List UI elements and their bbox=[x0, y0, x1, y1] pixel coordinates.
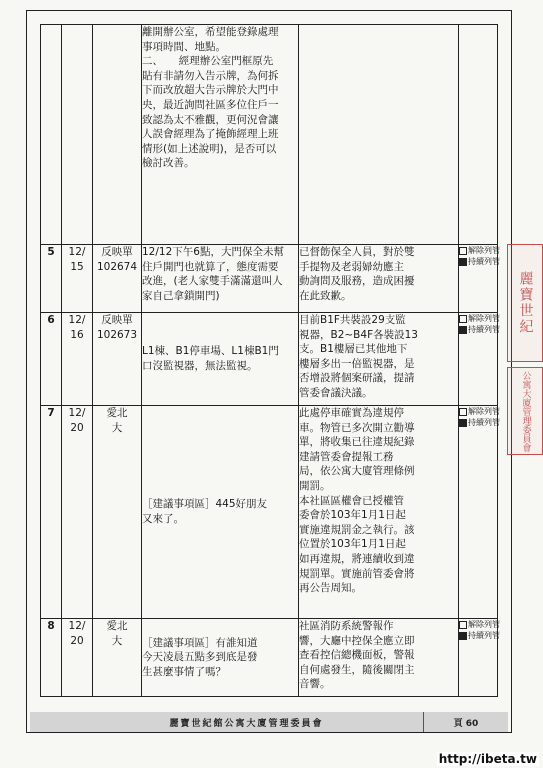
row-reply: 已督飭保全人員，對於雙 手提物及老弱婦幼應主 動詢問及服務，造成困擾 在此致歉。 bbox=[299, 245, 459, 313]
table-row bbox=[41, 406, 498, 619]
watermark-url: http://ibeta.tw bbox=[438, 752, 537, 766]
row-source: 愛北 大 bbox=[93, 406, 142, 619]
checkbox-empty-icon[interactable] bbox=[459, 408, 467, 416]
checkbox-filled-icon[interactable] bbox=[459, 326, 467, 334]
track-option[interactable]: 持續列管 bbox=[459, 256, 497, 267]
page-footer bbox=[30, 712, 508, 732]
row-source: 反映單 102674 bbox=[93, 245, 142, 313]
checkbox-empty-icon[interactable] bbox=[459, 621, 467, 629]
track-option[interactable]: 持續列管 bbox=[459, 324, 497, 335]
row-source bbox=[93, 25, 142, 245]
row-reply: 此處停車確實為違規停 車。物管已多次開立勸導 單，將收集已往違規紀錄 建請管委會提報工務 局，依公寓大廈管理條例 開罰。 本社區區權會已授權管 委會於103年1月1日起 實施違規罰金之執行。該 位置於103年1月1日起 如再違規，將連續收到違 規罰單。實施前管委會將 再公告周知。 bbox=[299, 406, 459, 619]
row-content: 離開辦公室，希望能登錄處理 事項時間、地點。 二、 經理辦公室門框原先 貼有非請勿入告示牌，為何拆 下而改放超大告示牌於大門中 央，最近詢問社區多位住戶一 致認為太不雅觀，更何況會讓 人誤會經理為了掩飾經理上班 情形(如上述說明)，是否可以 檢討改善。 bbox=[142, 25, 299, 245]
checkbox-filled-icon[interactable] bbox=[459, 258, 467, 266]
page-number: 頁 60 bbox=[423, 712, 508, 732]
row-number: 8 bbox=[41, 619, 62, 697]
row-status bbox=[459, 245, 498, 313]
table-row bbox=[41, 25, 498, 245]
checkbox-empty-icon[interactable] bbox=[459, 315, 467, 323]
row-status bbox=[459, 406, 498, 619]
footer-title: 麗寶世紀館公寓大廈管理委員會 bbox=[169, 718, 324, 729]
row-number: 5 bbox=[41, 245, 62, 313]
row-date: 12/ 20 bbox=[62, 619, 93, 697]
row-number: 6 bbox=[41, 313, 62, 406]
row-date: 12/ 20 bbox=[62, 406, 93, 619]
checkbox-filled-icon[interactable] bbox=[459, 632, 467, 640]
row-source: 愛北 大 bbox=[93, 619, 142, 697]
row-content: ［建議事項區］有誰知道 今天凌晨五點多到底是發 生甚麼事情了嗎？ bbox=[142, 619, 299, 697]
checkbox-empty-icon[interactable] bbox=[459, 247, 467, 255]
seal-stamp: 公寓大廈管理委員會 bbox=[507, 367, 543, 455]
table-row bbox=[41, 313, 498, 406]
row-reply: 社區消防系統警報作 響，大廳中控保全應立即 查看控信總機面板，警報 自何處發生，隨後關閉主 音響。 bbox=[299, 619, 459, 697]
row-content: 12/12下午6點，大門保全未幫 住戶開門也就算了，態度需要 改進，(老人家雙手滿滿還叫人 家自己拿鎖開門) bbox=[142, 245, 299, 313]
checkbox-filled-icon[interactable] bbox=[459, 419, 467, 427]
row-content: L1棟、B1停車場、L1棟B1門 口沒監視器，無法監視。 bbox=[142, 313, 299, 406]
committee-table bbox=[40, 24, 498, 697]
row-source: 反映單 102673 bbox=[93, 313, 142, 406]
row-date bbox=[62, 25, 93, 245]
row-number: 7 bbox=[41, 406, 62, 619]
row-number bbox=[41, 25, 62, 245]
row-reply bbox=[299, 25, 459, 245]
close-option[interactable]: 解除列管 bbox=[459, 313, 497, 324]
row-reply: 目前B1F共裝設29支監 視器，B2~B4F各裝設13 支。B1樓層已其他地下 樓層多出一倍監視器，是 否增設將個案研議，提請 管委會議決議。 bbox=[299, 313, 459, 406]
close-option[interactable]: 解除列管 bbox=[459, 245, 497, 256]
row-status bbox=[459, 25, 498, 245]
seal-stamp: 麗寶世紀 bbox=[507, 244, 543, 362]
table-row bbox=[41, 245, 498, 313]
track-option[interactable]: 持續列管 bbox=[459, 417, 497, 428]
table-row bbox=[41, 619, 498, 697]
row-content: ［建議事項區］445好朋友 又來了。 bbox=[142, 406, 299, 619]
row-date: 12/ 15 bbox=[62, 245, 93, 313]
close-option[interactable]: 解除列管 bbox=[459, 619, 497, 630]
track-option[interactable]: 持續列管 bbox=[459, 630, 497, 641]
row-date: 12/ 16 bbox=[62, 313, 93, 406]
row-status bbox=[459, 619, 498, 697]
close-option[interactable]: 解除列管 bbox=[459, 406, 497, 417]
row-status bbox=[459, 313, 498, 406]
